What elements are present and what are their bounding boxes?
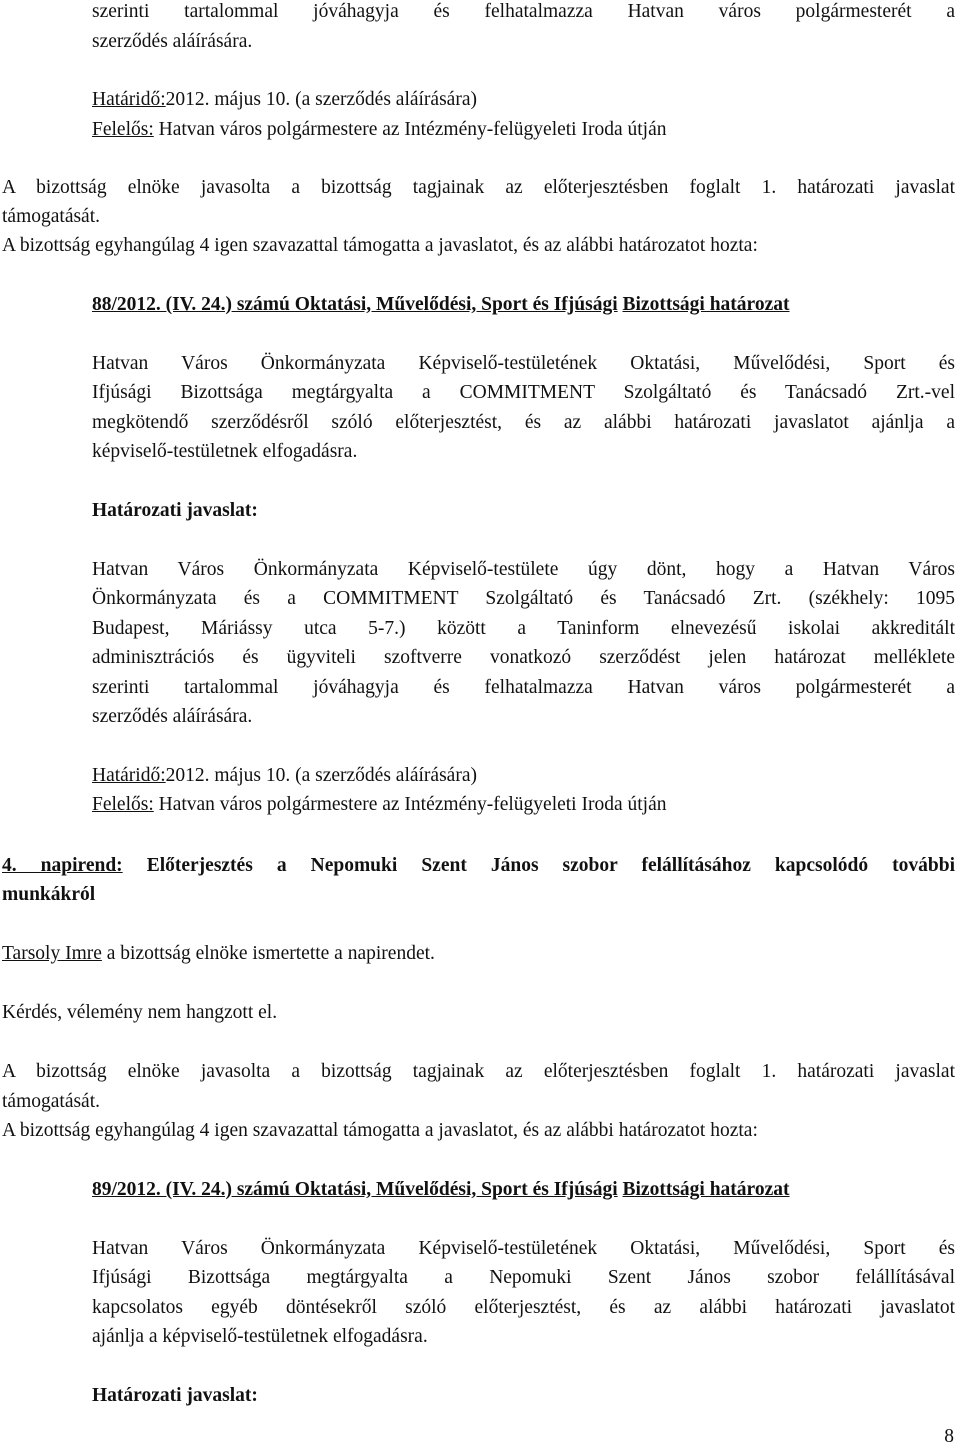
- agenda-item-heading: [2, 854, 955, 878]
- decision-text-line: szerződés aláírására.: [92, 706, 253, 727]
- resolution-body-line: Ifjúsági Bizottsága megtárgyalta a Nepomuki Szent János szobor felállításával: [92, 1267, 955, 1288]
- responsible: [92, 793, 955, 817]
- decision-text-line: Hatvan Város Önkormányzata Képviselő-testülete úgy dönt, hogy a Hatvan Város: [92, 559, 955, 580]
- no-questions-text: Kérdés, vélemény nem hangzott el.: [2, 1002, 278, 1023]
- resolution-title-end: Bizottsági határozat: [622, 1179, 790, 1200]
- resolution-body-line: kapcsolatos egyéb döntésekről szóló előterjesztést, és az alábbi határozati javaslatot: [92, 1297, 955, 1318]
- chair-introduction: [2, 942, 955, 966]
- vote-proposal-line: A bizottság elnöke javasolta a bizottság tagjainak az előterjesztésben foglalt 1. határozati javaslat: [2, 1061, 955, 1082]
- deadline-label: Határidő:: [92, 765, 166, 786]
- vote-result: A bizottság egyhangúlag 4 igen szavazattal támogatta a javaslatot, és az alábbi határozatot hozta:: [2, 1120, 758, 1141]
- responsible-text: Hatvan város polgármestere az Intézmény-felügyeleti Iroda útján: [153, 794, 667, 815]
- prev-deadline: [92, 88, 955, 112]
- decision-text-line: adminisztrációs és ügyviteli szoftverre vonatkozó szerződést jelen határozat melléklete: [92, 647, 955, 668]
- deadline-text: 2012. május 10. (a szerződés aláírására): [165, 765, 477, 786]
- responsible-label: Felelős:: [92, 119, 154, 140]
- prev-resolution-text-line: szerinti tartalommal jóváhagyja és felhatalmazza Hatvan város polgármesterét a: [92, 1, 955, 22]
- page-number: 8: [944, 1426, 954, 1447]
- vote-proposal-line: támogatását.: [2, 1091, 101, 1112]
- proposal-heading: Határozati javaslat:: [92, 500, 258, 521]
- resolution-body-line: megkötendő szerződésről szóló előterjesztést, és az alábbi határozati javaslatot ajánlja a: [92, 412, 955, 433]
- responsible-text: Hatvan város polgármestere az Intézmény-felügyeleti Iroda útján: [153, 119, 667, 140]
- resolution-title-end: Bizottsági határozat: [622, 294, 790, 315]
- vote-proposal-line: támogatását.: [2, 206, 101, 227]
- resolution-body-line: ajánlja a képviselő-testületnek elfogadásra.: [92, 1326, 428, 1347]
- deadline: [92, 764, 955, 788]
- responsible-label: Felelős:: [92, 794, 154, 815]
- vote-proposal-line: A bizottság elnöke javasolta a bizottság tagjainak az előterjesztésben foglalt 1. határozati javaslat: [2, 177, 955, 198]
- resolution-body-line: képviselő-testületnek elfogadásra.: [92, 441, 358, 462]
- prev-resolution-text-line: szerződés aláírására.: [92, 31, 253, 52]
- resolution-title: [92, 293, 955, 317]
- prev-responsible: [92, 118, 955, 142]
- proposal-heading: Határozati javaslat:: [92, 1385, 258, 1406]
- vote-result: A bizottság egyhangúlag 4 igen szavazattal támogatta a javaslatot, és az alábbi határozatot hozta:: [2, 235, 758, 256]
- resolution-body-line: Hatvan Város Önkormányzata Képviselő-testületének Oktatási, Művelődési, Sport és: [92, 353, 955, 374]
- deadline-label: Határidő:: [92, 89, 166, 110]
- decision-text-line: Budapest, Máriássy utca 5-7.) között a Taninform elnevezésű iskolai akkreditált: [92, 618, 955, 639]
- agenda-title: Előterjesztés a Nepomuki Szent János szobor felállításához kapcsolódó további: [122, 855, 955, 876]
- decision-text-line: Önkormányzata és a COMMITMENT Szolgáltató és Tanácsadó Zrt. (székhely: 1095: [92, 588, 955, 609]
- resolution-title: [92, 1178, 955, 1202]
- chair-text: a bizottság elnöke ismertette a napirendet.: [101, 943, 435, 964]
- resolution-number: 88/2012. (IV. 24.): [92, 294, 232, 315]
- resolution-title-mid: számú Oktatási, Művelődési, Sport és Ifjúsági: [231, 1179, 618, 1200]
- resolution-body-line: Ifjúsági Bizottsága megtárgyalta a COMMITMENT Szolgáltató és Tanácsadó Zrt.-vel: [92, 382, 955, 403]
- resolution-body-line: Hatvan Város Önkormányzata Képviselő-testületének Oktatási, Művelődési, Sport és: [92, 1238, 955, 1259]
- decision-text-line: szerinti tartalommal jóváhagyja és felhatalmazza Hatvan város polgármesterét a: [92, 677, 955, 698]
- deadline-text: 2012. május 10. (a szerződés aláírására): [165, 89, 477, 110]
- chair-name: Tarsoly Imre: [2, 943, 102, 964]
- resolution-title-mid: számú Oktatási, Művelődési, Sport és Ifjúsági: [231, 294, 618, 315]
- resolution-number: 89/2012. (IV. 24.): [92, 1179, 232, 1200]
- agenda-title-cont: munkákról: [2, 884, 96, 905]
- agenda-number: 4. napirend:: [2, 855, 123, 876]
